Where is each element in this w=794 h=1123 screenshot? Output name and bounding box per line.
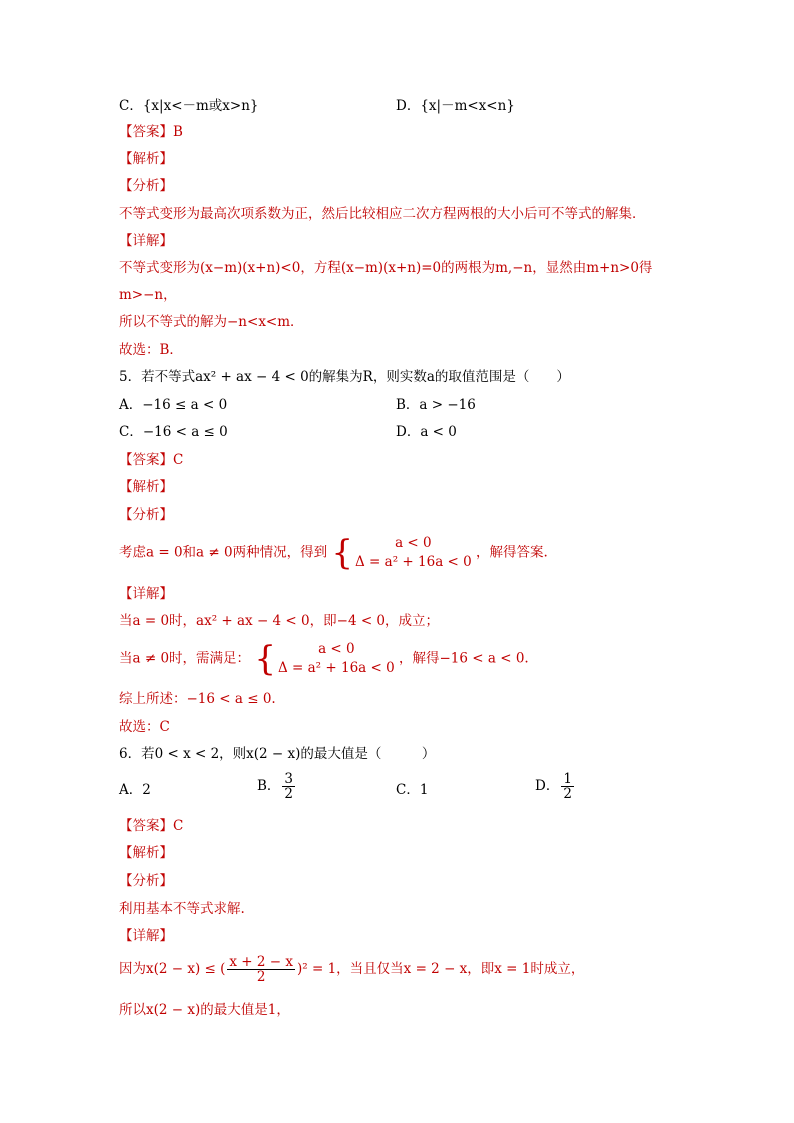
system-row-2: Δ = a² + 16a < 0: [355, 554, 472, 570]
q5-answer-line: [119, 451, 183, 469]
system-row-1: a < 0: [318, 641, 355, 657]
q6-analysis-tag: 【解析】: [119, 845, 173, 861]
q5-stem: 5．若不等式ax² + ax − 4 < 0的解集为R，则实数a的取值范围是（ ）: [119, 369, 570, 385]
fraction-numerator: 1: [563, 771, 572, 787]
q6-detail1-pre: 因为x(2 − x) ≤ (: [119, 961, 226, 977]
detail-tag: 【详解】: [119, 233, 173, 249]
q6-stem: 6．若0 < x < 2，则x(2 − x)的最大值是（ ）: [119, 746, 436, 762]
q5-detail2-pre: 当a ≠ 0时，需满足：: [119, 650, 251, 667]
q6-fenxi-tag: 【分析】: [119, 873, 173, 889]
system-row-2: Δ = a² + 16a < 0: [277, 660, 395, 676]
q6-detail1-fraction: [227, 955, 295, 984]
q5-detail-system: [254, 640, 394, 678]
q5-detail-3: 综上所述：−16 < a ≤ 0.: [119, 691, 276, 707]
q5-answer-value: C: [173, 452, 184, 468]
q5-analysis-tag: 【解析】: [119, 479, 173, 495]
fraction-denominator: 2: [563, 786, 572, 802]
q6-option-a: A．2: [119, 782, 151, 798]
q5-fenxi-system: [331, 534, 471, 572]
q5-fenxi-line: [119, 534, 548, 572]
fraction-numerator: 3: [284, 771, 294, 787]
analysis-tag: 【解析】: [119, 151, 173, 167]
q5-detail2-post: ，解得−16 < a < 0.: [399, 650, 529, 667]
q6-detail-1: [119, 955, 584, 984]
fraction-denominator: 2: [256, 969, 266, 985]
q5-fenxi-pre: 考虑a = 0和a ≠ 0两种情况，得到: [119, 544, 328, 561]
detail-line-1: 不等式变形为(x−m)(x+n)<0，方程(x−m)(x+n)=0的两根为m,−n，显然由m+n>0得: [119, 260, 653, 276]
q6-answer-line: [119, 817, 183, 835]
q6-answer-value: C: [173, 818, 184, 834]
q5-detail-tag: 【详解】: [119, 586, 173, 602]
q5-option-b: B．a > −16: [396, 397, 476, 413]
detail-line-2: m>−n，: [119, 287, 177, 303]
conclusion: 故选：B．: [119, 342, 183, 358]
q5-answer-tag: 【答案】: [119, 452, 173, 468]
q6-option-d-fraction: [561, 772, 574, 801]
option-c: C．{x|x<－m或x>n}: [119, 98, 259, 114]
q6-option-d-label: D．: [535, 778, 560, 794]
q5-detail-1: 当a = 0时，ax² + ax − 4 < 0，即−4 < 0，成立；: [119, 613, 440, 629]
fenxi-text: 不等式变形为最高次项系数为正，然后比较相应二次方程两根的大小后可不等式的解集．: [119, 206, 646, 222]
q6-option-b-label: B．: [257, 778, 281, 794]
q5-fenxi-post: ，解得答案.: [476, 544, 548, 561]
fraction-numerator: x + 2 − x: [229, 954, 294, 970]
q6-answer-tag: 【答案】: [119, 818, 173, 834]
q6-fenxi-text: 利用基本不等式求解.: [119, 901, 245, 917]
q5-conclusion: 故选：C: [119, 719, 170, 735]
q5-fenxi-tag: 【分析】: [119, 507, 173, 523]
detail-line-3: 所以不等式的解为−n<x<m．: [119, 314, 304, 330]
q5-option-c: C．−16 < a ≤ 0: [119, 424, 228, 440]
q6-option-c: C．1: [396, 782, 429, 798]
q6-detail-tag: 【详解】: [119, 928, 173, 944]
left-brace: {: [331, 533, 354, 573]
left-brace: {: [254, 639, 276, 679]
q6-option-b: [257, 772, 297, 801]
q5-option-a: A．−16 ≤ a < 0: [119, 397, 228, 413]
option-d: D．{x|－m<x<n}: [396, 98, 515, 114]
answer-line: [119, 123, 183, 141]
q6-detail-2: 所以x(2 − x)的最大值是1，: [119, 1002, 290, 1018]
system-row-1: a < 0: [395, 535, 432, 551]
q6-detail1-post: )² = 1，当且仅当x = 2 − x，即x = 1时成立，: [297, 961, 585, 977]
fraction-denominator: 2: [284, 786, 294, 802]
q6-option-b-fraction: [282, 772, 295, 801]
q5-option-d: D．a < 0: [396, 424, 457, 440]
answer-tag: 【答案】: [119, 124, 173, 140]
answer-value: B: [173, 124, 183, 140]
q5-detail-2: [119, 640, 529, 678]
fenxi-tag: 【分析】: [119, 178, 173, 194]
q6-option-d: [535, 772, 576, 801]
